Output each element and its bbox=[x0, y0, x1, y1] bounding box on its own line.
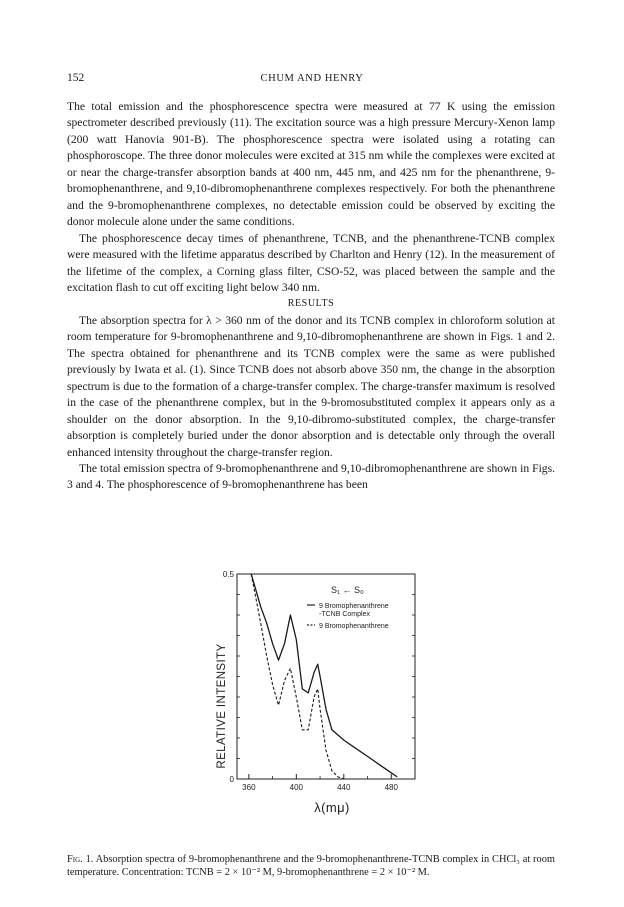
legend-label-donor: 9 Bromophenanthrene bbox=[319, 623, 389, 630]
running-header bbox=[67, 72, 557, 86]
x-tick-label: 400 bbox=[289, 783, 304, 792]
page-number: 152 bbox=[67, 72, 85, 84]
x-tick-label: 360 bbox=[242, 783, 256, 792]
methods-paragraph-2: The phosphorescence decay times of phenanthrene, TCNB, and the phenanthrene-TCNB complex were measured with the lifetime apparatus described by Charlton and Henry (12). In the measurement of the lifetime of the complex, a Corning glass filter, CSO-52, was placed between the sample and the excitation flash to cut off exciting light below 340 nm. bbox=[67, 231, 555, 294]
running-title: CHUM AND HENRY bbox=[260, 73, 364, 84]
figure-caption-label: Fig. 1. bbox=[67, 854, 94, 865]
chart-title: S₁ ← S₀ bbox=[331, 585, 364, 595]
section-heading-results: RESULTS bbox=[287, 298, 335, 310]
results-paragraph-1: The absorption spectra for λ > 360 nm of the donor and its TCNB complex in chloroform solution at room temperature for 9-bromophenanthrene and 9,10-dibromophenanthrene are shown in Figs. 1 and 2. The spectra obtained for phenanthrene and its TCNB complex were the same as were published previously by Iwata et al. (1). Since TCNB does not absorb above 350 nm, the change in the absorption spectrum is due to the formation of a charge-transfer complex. The charge-transfer maximum is resolved in the case of the phenanthrene complex, but in the 9-bromosubstituted complex it appears only as a shoulder on the donor absorption. In the 9,10-dibromo-substituted complex, the charge-transfer absorption is completely buried under the donor absorption and is detectable only through the overall enhanced intensity throughout the charge-transfer region. bbox=[67, 313, 555, 459]
legend-label-complex bbox=[319, 603, 391, 618]
x-axis-label: λ(mμ) bbox=[314, 800, 350, 815]
figure-caption bbox=[67, 853, 555, 880]
methods-paragraph-1: The total emission and the phosphorescence spectra were measured at 77 K using the emission spectrometer described previously (11). The excitation source was a high pressure Mercury-Xenon lamp (200 watt Hanovia 901-B). The phosphorescence spectra were isolated using a rotating can phosphoroscope. The three donor molecules were excited at 315 nm while the complexes were excited at or near the charge-transfer absorption bands at 400 nm, 445 nm, and 425 nm for the phenanthrene, 9-bromophenanthrene, and 9,10-dibromophenanthrene complexes respectively. For both the phenanthrene and the 9-bromophenanthrene complexes, no detectable emission could be observed by exciting the donor molecule alone under the same conditions. bbox=[67, 100, 555, 229]
figure-caption-text: Absorption spectra of 9-bromophenanthrene and the 9-bromophenanthrene-TCNB complex in CHCl₃ at room temperature. Concentration: TCNB = 2 × 10⁻² M, 9-bromophenanthrene = 2 × 10⁻² M. bbox=[67, 854, 555, 879]
x-tick-label: 480 bbox=[384, 783, 398, 792]
y-tick-label: 0.5 bbox=[222, 570, 234, 579]
legend-label-complex-text: 9 Bromophenanthrene bbox=[319, 603, 389, 610]
figure-1-absorption-chart bbox=[195, 566, 445, 871]
article-body bbox=[67, 99, 555, 494]
legend bbox=[307, 603, 391, 630]
legend-label-complex-line2: -TCNB Complex bbox=[319, 611, 370, 618]
y-tick-label: 0 bbox=[229, 775, 234, 784]
results-paragraph-2: The total emission spectra of 9-bromophenanthrene and 9,10-dibromophenanthrene are shown in Figs. 3 and 4. The phosphorescence of 9-bromophenanthrene has been bbox=[67, 461, 555, 492]
y-axis-label: RELATIVE INTENSITY bbox=[216, 643, 228, 769]
x-tick-label: 440 bbox=[337, 783, 351, 792]
